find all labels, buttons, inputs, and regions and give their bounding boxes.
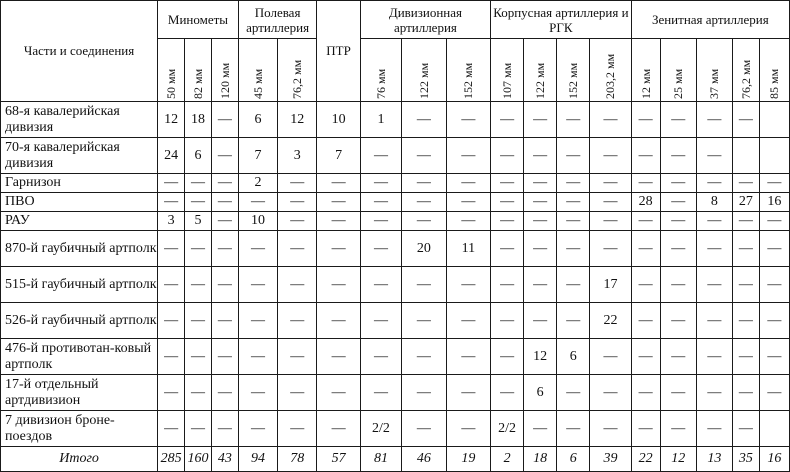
unit-name-cell: 870-й гаубичный артполк: [1, 231, 158, 267]
value-cell: —: [211, 411, 238, 447]
value-cell: —: [660, 174, 696, 193]
value-cell: —: [185, 193, 212, 212]
caliber-header: 85 мм: [759, 39, 789, 102]
caliber-header: 45 мм: [238, 39, 277, 102]
value-cell: —: [278, 411, 317, 447]
value-cell: —: [696, 212, 732, 231]
value-cell: —: [524, 303, 557, 339]
value-cell: —: [590, 375, 631, 411]
value-cell: —: [402, 303, 446, 339]
value-cell: —: [524, 231, 557, 267]
total-value-cell: 13: [696, 447, 732, 472]
value-cell: —: [732, 212, 759, 231]
value-cell: 17: [590, 267, 631, 303]
table-row: [1, 138, 790, 174]
table-row: [1, 339, 790, 375]
value-cell: 12: [278, 102, 317, 138]
total-value-cell: 35: [732, 447, 759, 472]
value-cell: —: [278, 193, 317, 212]
total-value-cell: 46: [402, 447, 446, 472]
value-cell: 5: [185, 212, 212, 231]
value-cell: —: [402, 411, 446, 447]
value-cell: —: [491, 174, 524, 193]
caliber-header: 107 мм: [491, 39, 524, 102]
value-cell: —: [696, 138, 732, 174]
value-cell: —: [660, 212, 696, 231]
value-cell: —: [278, 267, 317, 303]
total-value-cell: 18: [524, 447, 557, 472]
value-cell: 27: [732, 193, 759, 212]
value-cell: —: [631, 174, 660, 193]
value-cell: —: [317, 339, 360, 375]
value-cell: —: [759, 303, 789, 339]
value-cell: —: [211, 303, 238, 339]
value-cell: —: [158, 303, 185, 339]
caliber-header: 76 мм: [360, 39, 401, 102]
value-cell: —: [732, 303, 759, 339]
value-cell: —: [278, 174, 317, 193]
value-cell: —: [278, 375, 317, 411]
value-cell: —: [759, 339, 789, 375]
total-value-cell: 94: [238, 447, 277, 472]
value-cell: —: [360, 193, 401, 212]
value-cell: 12: [158, 102, 185, 138]
unit-name-cell: ПВО: [1, 193, 158, 212]
value-cell: —: [317, 375, 360, 411]
value-cell: —: [211, 339, 238, 375]
table-row: [1, 267, 790, 303]
value-cell: —: [211, 174, 238, 193]
value-cell: —: [491, 138, 524, 174]
caliber-header: 152 мм: [557, 39, 590, 102]
value-cell: 22: [590, 303, 631, 339]
unit-name-cell: 70-я кавалерийская дивизия: [1, 138, 158, 174]
value-cell: —: [360, 231, 401, 267]
value-cell: —: [660, 102, 696, 138]
value-cell: —: [185, 375, 212, 411]
value-cell: —: [660, 138, 696, 174]
value-cell: —: [402, 339, 446, 375]
value-cell: —: [211, 375, 238, 411]
value-cell: —: [491, 375, 524, 411]
value-cell: 16: [759, 193, 789, 212]
value-cell: —: [360, 212, 401, 231]
value-cell: —: [158, 174, 185, 193]
value-cell: —: [590, 193, 631, 212]
table-row: [1, 375, 790, 411]
value-cell: —: [446, 339, 490, 375]
value-cell: —: [185, 267, 212, 303]
value-cell: —: [631, 303, 660, 339]
unit-name-cell: 526-й гаубичный артполк: [1, 303, 158, 339]
value-cell: 18: [185, 102, 212, 138]
value-cell: —: [317, 174, 360, 193]
value-cell: —: [590, 212, 631, 231]
value-cell: —: [238, 339, 277, 375]
value-cell: —: [557, 102, 590, 138]
value-cell: 6: [557, 339, 590, 375]
value-cell: [759, 138, 789, 174]
value-cell: —: [446, 267, 490, 303]
value-cell: 11: [446, 231, 490, 267]
caliber-header: 50 мм: [158, 39, 185, 102]
value-cell: —: [238, 303, 277, 339]
value-cell: —: [696, 267, 732, 303]
value-cell: 8: [696, 193, 732, 212]
value-cell: —: [317, 267, 360, 303]
value-cell: —: [660, 411, 696, 447]
value-cell: —: [238, 231, 277, 267]
value-cell: —: [238, 411, 277, 447]
value-cell: 10: [317, 102, 360, 138]
value-cell: —: [360, 138, 401, 174]
value-cell: —: [185, 411, 212, 447]
value-cell: —: [211, 231, 238, 267]
value-cell: —: [524, 193, 557, 212]
group-divisional-artillery: Дивизионная артиллерия: [360, 1, 490, 39]
unit-name-cell: 476-й противотан-ковый артполк: [1, 339, 158, 375]
value-cell: —: [660, 193, 696, 212]
value-cell: —: [557, 174, 590, 193]
value-cell: —: [660, 375, 696, 411]
value-cell: —: [446, 411, 490, 447]
value-cell: 28: [631, 193, 660, 212]
caliber-header: 25 мм: [660, 39, 696, 102]
table-row: [1, 411, 790, 447]
caliber-header: 12 мм: [631, 39, 660, 102]
value-cell: —: [524, 174, 557, 193]
total-value-cell: 43: [211, 447, 238, 472]
value-cell: —: [185, 339, 212, 375]
caliber-header: 152 мм: [446, 39, 490, 102]
value-cell: —: [238, 375, 277, 411]
table-body: [1, 102, 790, 472]
value-cell: —: [491, 212, 524, 231]
value-cell: —: [317, 411, 360, 447]
value-cell: —: [732, 267, 759, 303]
value-cell: —: [696, 375, 732, 411]
table-header: [1, 1, 790, 102]
value-cell: —: [590, 339, 631, 375]
group-field-artillery: Полевая артиллерия: [238, 1, 317, 39]
value-cell: —: [446, 375, 490, 411]
value-cell: —: [402, 138, 446, 174]
total-value-cell: 39: [590, 447, 631, 472]
value-cell: —: [524, 138, 557, 174]
group-mortars: Минометы: [158, 1, 239, 39]
value-cell: —: [211, 193, 238, 212]
value-cell: —: [696, 339, 732, 375]
value-cell: —: [524, 102, 557, 138]
value-cell: —: [211, 102, 238, 138]
value-cell: —: [158, 411, 185, 447]
caliber-header: 37 мм: [696, 39, 732, 102]
value-cell: —: [631, 339, 660, 375]
value-cell: —: [631, 267, 660, 303]
table-row: [1, 231, 790, 267]
caliber-header: 122 мм: [402, 39, 446, 102]
value-cell: 7: [238, 138, 277, 174]
value-cell: —: [446, 212, 490, 231]
value-cell: —: [446, 174, 490, 193]
value-cell: —: [360, 267, 401, 303]
value-cell: —: [524, 411, 557, 447]
value-cell: —: [211, 138, 238, 174]
value-cell: —: [524, 267, 557, 303]
value-cell: —: [446, 102, 490, 138]
value-cell: —: [557, 411, 590, 447]
value-cell: [759, 411, 789, 447]
value-cell: —: [631, 231, 660, 267]
value-cell: 20: [402, 231, 446, 267]
group-corps-artillery: Корпусная артиллерия и РГК: [491, 1, 632, 39]
unit-name-cell: Гарнизон: [1, 174, 158, 193]
value-cell: —: [732, 411, 759, 447]
value-cell: —: [211, 267, 238, 303]
value-cell: —: [631, 212, 660, 231]
value-cell: —: [631, 138, 660, 174]
caliber-header: 82 мм: [185, 39, 212, 102]
value-cell: —: [732, 174, 759, 193]
value-cell: —: [590, 231, 631, 267]
value-cell: —: [732, 102, 759, 138]
value-cell: —: [759, 267, 789, 303]
value-cell: —: [590, 138, 631, 174]
value-cell: 12: [524, 339, 557, 375]
total-value-cell: 78: [278, 447, 317, 472]
table-row: [1, 102, 790, 138]
value-cell: 6: [185, 138, 212, 174]
value-cell: —: [278, 303, 317, 339]
value-cell: 10: [238, 212, 277, 231]
value-cell: —: [631, 375, 660, 411]
value-cell: —: [158, 375, 185, 411]
value-cell: —: [317, 231, 360, 267]
total-value-cell: 81: [360, 447, 401, 472]
total-label: Итого: [1, 447, 158, 472]
value-cell: —: [631, 102, 660, 138]
value-cell: —: [317, 193, 360, 212]
value-cell: —: [660, 303, 696, 339]
value-cell: —: [557, 231, 590, 267]
value-cell: —: [732, 375, 759, 411]
value-cell: —: [360, 375, 401, 411]
value-cell: —: [360, 339, 401, 375]
unit-name-cell: РАУ: [1, 212, 158, 231]
value-cell: —: [278, 339, 317, 375]
value-cell: —: [185, 174, 212, 193]
total-value-cell: 6: [557, 447, 590, 472]
table-row: [1, 212, 790, 231]
value-cell: —: [557, 303, 590, 339]
total-value-cell: 160: [185, 447, 212, 472]
value-cell: —: [402, 375, 446, 411]
value-cell: —: [557, 375, 590, 411]
value-cell: 2/2: [491, 411, 524, 447]
unit-name-cell: 68-я кавалерийская дивизия: [1, 102, 158, 138]
value-cell: —: [732, 339, 759, 375]
value-cell: —: [557, 138, 590, 174]
total-value-cell: 22: [631, 447, 660, 472]
unit-name-cell: 17-й отдельный артдивизион: [1, 375, 158, 411]
value-cell: —: [360, 174, 401, 193]
value-cell: —: [446, 193, 490, 212]
value-cell: —: [491, 102, 524, 138]
value-cell: 24: [158, 138, 185, 174]
value-cell: —: [317, 212, 360, 231]
total-value-cell: 19: [446, 447, 490, 472]
value-cell: —: [491, 303, 524, 339]
value-cell: —: [238, 193, 277, 212]
value-cell: —: [590, 411, 631, 447]
value-cell: —: [491, 193, 524, 212]
value-cell: —: [524, 212, 557, 231]
value-cell: 2: [238, 174, 277, 193]
total-value-cell: 16: [759, 447, 789, 472]
caliber-header: 203,2 мм: [590, 39, 631, 102]
value-cell: 7: [317, 138, 360, 174]
value-cell: —: [759, 174, 789, 193]
value-cell: —: [557, 193, 590, 212]
value-cell: —: [278, 212, 317, 231]
value-cell: —: [590, 174, 631, 193]
value-cell: —: [491, 339, 524, 375]
value-cell: —: [660, 339, 696, 375]
units-column-header: Части и соединения: [1, 1, 158, 102]
value-cell: —: [158, 231, 185, 267]
total-value-cell: 57: [317, 447, 360, 472]
value-cell: —: [696, 303, 732, 339]
total-value-cell: 285: [158, 447, 185, 472]
unit-name-cell: 7 дивизион броне-поездов: [1, 411, 158, 447]
value-cell: —: [402, 212, 446, 231]
value-cell: —: [446, 303, 490, 339]
value-cell: —: [402, 193, 446, 212]
value-cell: —: [557, 212, 590, 231]
value-cell: —: [158, 267, 185, 303]
value-cell: —: [759, 375, 789, 411]
value-cell: —: [491, 267, 524, 303]
group-ptr: ПТР: [317, 1, 360, 102]
value-cell: —: [759, 231, 789, 267]
value-cell: —: [446, 138, 490, 174]
value-cell: [759, 102, 789, 138]
value-cell: 3: [158, 212, 185, 231]
value-cell: —: [238, 267, 277, 303]
value-cell: —: [631, 411, 660, 447]
value-cell: 3: [278, 138, 317, 174]
total-value-cell: 2: [491, 447, 524, 472]
total-value-cell: 12: [660, 447, 696, 472]
unit-name-cell: 515-й гаубичный артполк: [1, 267, 158, 303]
total-row: [1, 447, 790, 472]
value-cell: 6: [238, 102, 277, 138]
value-cell: 1: [360, 102, 401, 138]
value-cell: —: [185, 303, 212, 339]
caliber-header: 76,2 мм: [732, 39, 759, 102]
caliber-header: 76,2 мм: [278, 39, 317, 102]
table-row: [1, 193, 790, 212]
value-cell: —: [158, 193, 185, 212]
value-cell: —: [402, 267, 446, 303]
value-cell: —: [590, 102, 631, 138]
value-cell: 6: [524, 375, 557, 411]
value-cell: —: [317, 303, 360, 339]
value-cell: —: [402, 174, 446, 193]
value-cell: 2/2: [360, 411, 401, 447]
value-cell: [732, 138, 759, 174]
value-cell: —: [732, 231, 759, 267]
value-cell: —: [402, 102, 446, 138]
value-cell: —: [158, 339, 185, 375]
value-cell: —: [211, 212, 238, 231]
value-cell: —: [557, 267, 590, 303]
value-cell: —: [185, 231, 212, 267]
group-aa-artillery: Зенитная артиллерия: [631, 1, 789, 39]
value-cell: —: [660, 267, 696, 303]
value-cell: —: [660, 231, 696, 267]
table-row: [1, 303, 790, 339]
value-cell: —: [696, 231, 732, 267]
value-cell: —: [278, 231, 317, 267]
value-cell: —: [696, 174, 732, 193]
value-cell: —: [696, 411, 732, 447]
table-row: [1, 174, 790, 193]
value-cell: —: [360, 303, 401, 339]
value-cell: —: [696, 102, 732, 138]
caliber-header: 120 мм: [211, 39, 238, 102]
value-cell: —: [759, 212, 789, 231]
value-cell: —: [491, 231, 524, 267]
caliber-header: 122 мм: [524, 39, 557, 102]
